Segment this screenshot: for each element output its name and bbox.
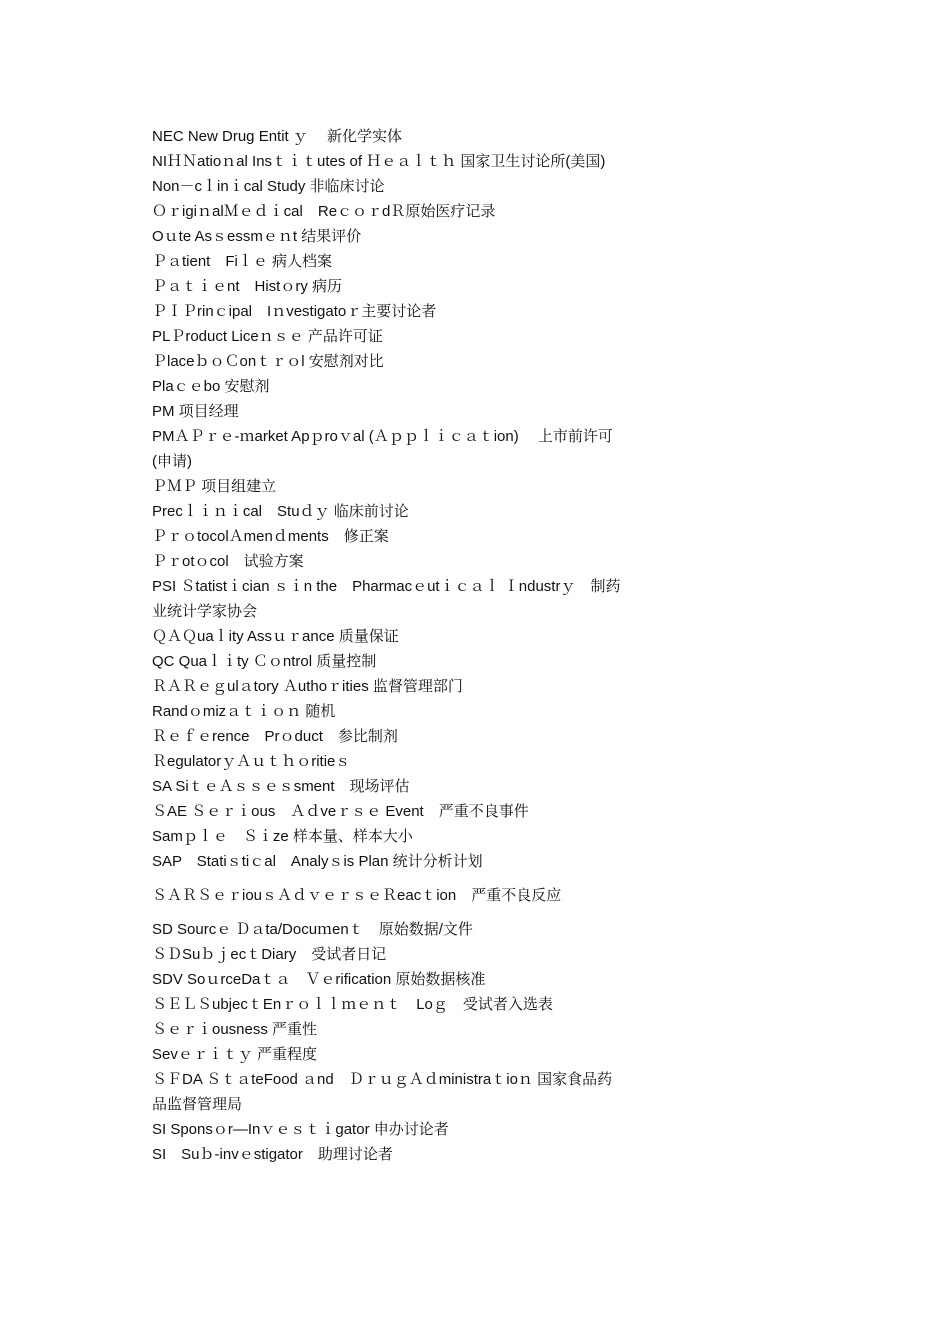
glossary-entry: ＳAE Ｓｅｒｉous Ａｄveｒｓｅ Event 严重不良事件 [152, 803, 529, 820]
glossary-entry: ＲegulatorｙＡｕｔｈｏritieｓ [152, 753, 351, 770]
glossary-entry: PLＰroduct Liceｎｓｅ 产品许可证 [152, 328, 383, 345]
glossary-entry: ＯｒigiｎalＭｅｄｉcal ReｃｏｒdＲ原始医疗记录 [152, 203, 496, 220]
glossary-entry: ＰｒｏtocolＡmenｄments 修正案 [152, 528, 389, 545]
glossary-entry: PMＡＰｒｅ-ｍarket Apｐroｖal (Ａｐｐｌｉｃａｔion) 上市前许可(申请) [152, 428, 613, 470]
glossary-entry: PSI Ｓtatistｉcian ｓｉn the Pharmacｅutｉｃａｌ Ｉndustrｙ 制药业统计学家协会 [152, 578, 621, 620]
glossary-entry: PM 项目经理 [152, 403, 239, 420]
glossary-entry: Ｐａｔｉｅnt Histｏry 病历 [152, 278, 343, 295]
glossary-entry: Non－cｌinｉcal Study 非临床讨论 [152, 178, 385, 195]
glossary-entry: ＰlaceｂｏＣonｔｒｏl 安慰剂对比 [152, 353, 384, 370]
glossary-entry: SI Suｂ-invｅstigator 助理讨论者 [152, 1146, 393, 1163]
glossary-entry: ＳＥＬＳubjecｔEnｒｏｌｌｍｅｎｔ Loｇ 受试者入选表 [152, 996, 553, 1013]
glossary-entry: SAP Statiｓtiｃal Analyｓis Plan 统计分析计划 [152, 853, 483, 870]
glossary-entry: SA SiｔｅＡｓｓｅｓsment 现场评估 [152, 778, 410, 795]
glossary-entry: ＳＡＲＳｅｒiouｓＡｄｖｅｒｓｅＲeacｔion 严重不良反应 [152, 887, 562, 904]
glossary-entry: Randｏmizａｔｉｏｎ 随机 [152, 703, 336, 720]
glossary-entry: NEC New Drug Entit ｙ 新化学实体 [152, 128, 403, 145]
glossary-entry: ＱＡＱuaｌity Assｕｒance 质量保证 [152, 628, 399, 645]
glossary-entry: SDV SoｕrceDaｔａ Ｖｅrification 原始数据核准 [152, 971, 486, 988]
glossary-entry: ＳＤSuｂｊecｔDiary 受试者日记 [152, 946, 387, 963]
glossary-entry: QC Quaｌｉty Ｃｏntrol 质量控制 [152, 653, 377, 670]
glossary-entry: Ｒｅｆｅrence Prｏduct 参比制剂 [152, 728, 398, 745]
glossary-entry: NIＨＮatioｎal Insｔｉｔutes of Ｈｅａｌｔｈ 国家卫生讨论所(美国) [152, 153, 606, 170]
glossary-entry: Samｐｌｅ Ｓｉze 样本量、样本大小 [152, 828, 413, 845]
glossary-entry: Oｕte Asｓessmｅｎt 结果评价 [152, 228, 362, 245]
glossary-entry: SD Sourcｅ Ｄａta/Docuｍenｔ 原始数据/文件 [152, 921, 473, 938]
glossary-entry: Ｐａtient Fiｌｅ 病人档案 [152, 253, 333, 270]
glossary-entry: ＰＭＰ 项目组建立 [152, 478, 277, 495]
glossary-entry: Plaｃｅbo 安慰剂 [152, 378, 270, 395]
glossary-entry: SI Sponsｏr—Inｖｅｓｔｉgator 申办讨论者 [152, 1121, 449, 1138]
glossary-entry: ＲＡＲｅｇulａtory Ａuthoｒities 监督管理部门 [152, 678, 463, 695]
glossary-entry: ＳＦDA ＳｔａteFood ａnd ＤｒｕｇＡｄministraｔioｎ 国家食品药品监督管理局 [152, 1071, 613, 1113]
glossary-entry: Ｓｅｒｉousness 严重性 [152, 1021, 318, 1038]
glossary-entry: Precｌｉｎｉcal Stuｄｙ 临床前讨论 [152, 503, 409, 520]
glossary-entry: Ｐｒotｏcol 试验方案 [152, 553, 304, 570]
glossary-list [152, 124, 622, 1167]
glossary-entry: Sevｅｒｉｔｙ 严重程度 [152, 1046, 318, 1063]
glossary-entry: ＰＩＰrinｃipal Iｎvestigatoｒ主要讨论者 [152, 303, 437, 320]
